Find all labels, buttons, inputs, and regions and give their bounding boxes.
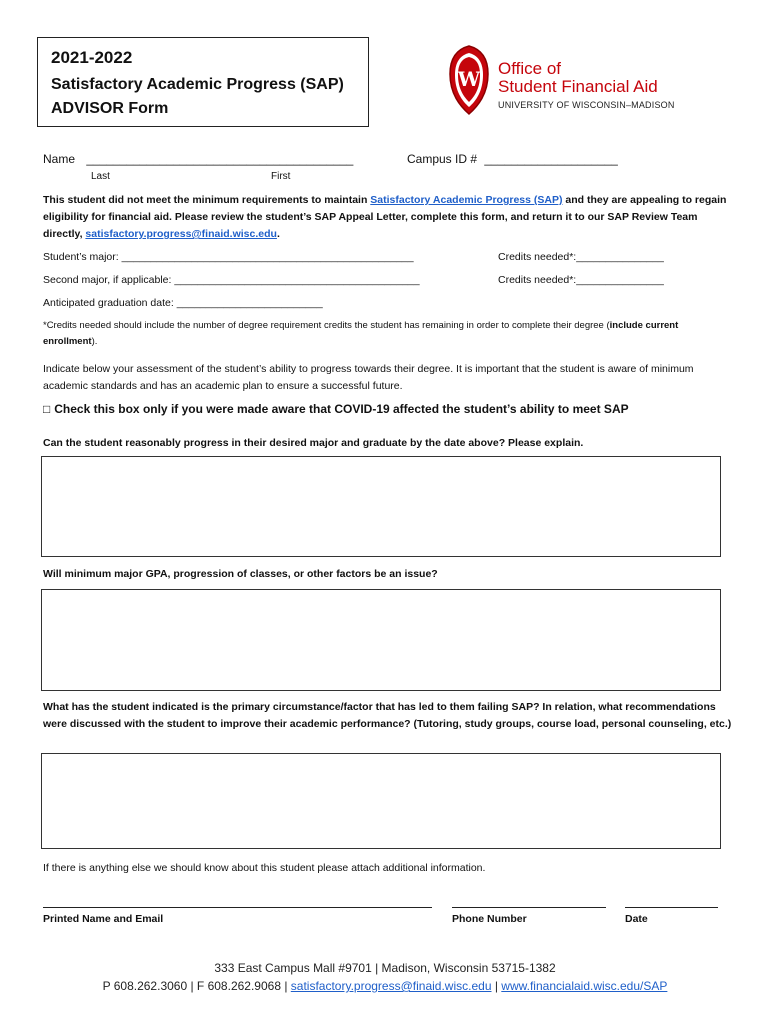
footer-contact	[0, 979, 770, 993]
answer-box-1[interactable]	[41, 456, 721, 557]
name-label: Name	[43, 152, 76, 166]
footer-phone: P 608.262.3060 | F 608.262.9068 |	[102, 979, 291, 993]
credits-footnote	[43, 318, 733, 350]
answer-box-3[interactable]	[41, 753, 721, 849]
name-field[interactable]: ________________________________________	[86, 152, 354, 166]
form-subtitle: ADVISOR Form	[51, 100, 169, 117]
question-1: Can the student reasonably progress in their desired major and graduate by the date above? Please explain.	[43, 437, 584, 449]
second-major-field[interactable]: __________________________________________	[174, 274, 420, 286]
attach-note: If there is anything else we should know about this student please attach additional information.	[43, 862, 486, 874]
credits-field-1[interactable]: _______________	[576, 251, 664, 263]
phone-line[interactable]	[452, 907, 606, 908]
footnote-bold: include current enrollment	[43, 320, 679, 347]
campus-id-label: Campus ID #	[407, 152, 478, 166]
footer-website-link[interactable]: www.financialaid.wisc.edu/SAP	[501, 979, 668, 993]
credits-row-1	[498, 249, 664, 266]
covid-checkbox[interactable]: □	[43, 402, 51, 416]
phone-label: Phone Number	[452, 913, 527, 925]
grad-date-row	[43, 295, 323, 312]
intro-paragraph	[43, 192, 728, 243]
footnote-text-b: ).	[91, 336, 98, 347]
footnote-text-a: *Credits needed should include the number of degree requirement credits the student has remaining in order to complete their degree (	[43, 320, 610, 331]
first-name-caption: First	[271, 171, 291, 182]
grad-date-label: Anticipated graduation date:	[43, 297, 177, 309]
covid-checkbox-row	[43, 402, 629, 416]
logo-line-3: UNIVERSITY OF WISCONSIN–MADISON	[498, 100, 675, 110]
sap-policy-link[interactable]: Satisfactory Academic Progress (SAP)	[370, 194, 563, 206]
major-row	[43, 249, 414, 266]
form-title-box	[37, 37, 369, 127]
intro-email-link[interactable]: satisfactory.progress@finaid.wisc.edu	[85, 228, 277, 240]
campus-id-field[interactable]: ____________________	[484, 152, 618, 166]
logo-line-2: Student Financial Aid	[498, 77, 658, 96]
printed-name-line[interactable]	[43, 907, 432, 908]
second-major-row	[43, 272, 420, 289]
svg-text:W: W	[457, 67, 481, 91]
credits-field-2[interactable]: _______________	[576, 274, 664, 286]
printed-name-label: Printed Name and Email	[43, 913, 164, 925]
question-2: Will minimum major GPA, progression of classes, or other factors be an issue?	[43, 568, 438, 580]
covid-checkbox-label: Check this box only if you were made aware that COVID-19 affected the student’s ability to meet SAP	[54, 402, 629, 416]
grad-date-field[interactable]: _________________________	[176, 297, 323, 309]
intro-text-b: and they are appealing to regain eligibility for financial aid. Please review the student’s SAP Appeal Letter, complete this form, and return it to our SAP Review Team directly,	[43, 194, 727, 240]
date-label: Date	[625, 913, 648, 925]
footer-address: 333 East Campus Mall #9701 | Madison, Wisconsin 53715-1382	[214, 961, 556, 975]
form-year: 2021-2022	[51, 48, 133, 67]
last-name-caption: Last	[91, 171, 110, 182]
form-title: Satisfactory Academic Progress (SAP)	[51, 76, 344, 93]
credits-label-2: Credits needed*:	[498, 274, 577, 286]
major-field[interactable]: __________________________________________________	[121, 251, 414, 263]
question-3: What has the student indicated is the primary circumstance/factor that has led to them failing SAP? In relation, what recommendations were discussed with the student to improve their academic performance? (Tutoring, study groups, course load, personal counseling, etc.)	[43, 701, 732, 730]
credits-label-1: Credits needed*:	[498, 251, 577, 263]
credits-row-2	[498, 272, 664, 289]
footer-separator: |	[491, 979, 502, 993]
second-major-label: Second major, if applicable:	[43, 274, 175, 286]
uw-crest-icon	[446, 44, 492, 116]
intro-text-a: This student did not meet the minimum requirements to maintain	[43, 194, 371, 206]
name-row	[43, 152, 353, 166]
answer-box-2[interactable]	[41, 589, 721, 691]
campus-id-row	[407, 152, 618, 166]
office-logo	[446, 44, 696, 114]
assessment-intro: Indicate below your assessment of the student’s ability to progress towards their degree. It is important that the student is aware of minimum academic standards and has an academic plan to ensure a successful future.	[43, 363, 694, 392]
date-line[interactable]	[625, 907, 718, 908]
intro-text-c: .	[276, 228, 280, 240]
footer-email-link[interactable]: satisfactory.progress@finaid.wisc.edu	[290, 979, 492, 993]
major-label: Student’s major:	[43, 251, 122, 263]
logo-line-1: Office of	[498, 59, 561, 78]
